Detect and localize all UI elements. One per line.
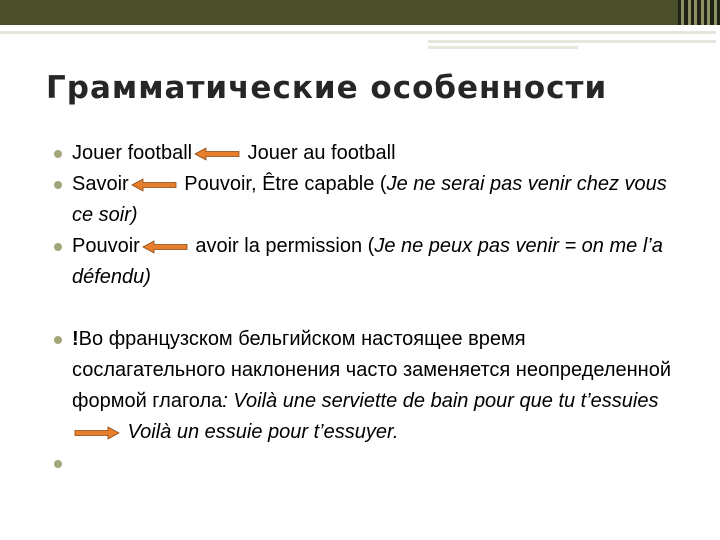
bullet-item	[52, 231, 672, 293]
stripe-decoration	[678, 0, 720, 25]
decor-line	[428, 46, 578, 49]
slide-title: Грамматические особенности	[46, 70, 608, 106]
bullet-list	[52, 138, 672, 479]
bullet-item	[52, 138, 672, 169]
bullet-dot-icon	[54, 181, 62, 189]
bullet-text: Pouvoir	[72, 235, 140, 257]
arrow-left-icon	[194, 147, 240, 161]
arrow-right-icon	[74, 426, 120, 440]
bullet-text: Savoir	[72, 173, 129, 195]
bullet-text: Во французском бельгийском настоящее время сослагательного наклонения часто заменяется неопределенной формой глагола	[72, 328, 672, 412]
bullet-text: avoir la permission (	[189, 235, 375, 257]
decor-line	[428, 40, 716, 43]
top-bar	[0, 0, 720, 25]
arrow-left-icon	[142, 240, 188, 254]
bullet-dot-icon	[54, 460, 62, 468]
bullet-text: !	[72, 328, 79, 350]
bullet-dot-icon	[54, 150, 62, 158]
bullet-text: Je ne peux pas venir = on me l’a défendu)	[72, 235, 663, 288]
bullet-dot-icon	[54, 243, 62, 251]
bullet-dot-icon	[54, 336, 62, 344]
bullet-text: Jouer football	[72, 142, 193, 164]
decor-line	[0, 31, 716, 34]
bullet-text: Pouvoir, Être capable (	[178, 173, 387, 195]
bullet-text: Voilà un essuie pour t’essuyer.	[122, 421, 399, 443]
bullet-text: : Voilà une serviette de bain pour que tu t’essuies	[222, 390, 659, 412]
bullet-text: Je ne serai pas venir chez vous ce soir)	[72, 173, 667, 226]
bullet-item	[52, 448, 672, 479]
bullet-text: Jouer au football	[242, 142, 396, 164]
bullet-item	[52, 324, 672, 448]
arrow-left-icon	[131, 178, 177, 192]
spacer	[52, 293, 672, 324]
bullet-item	[52, 169, 672, 231]
